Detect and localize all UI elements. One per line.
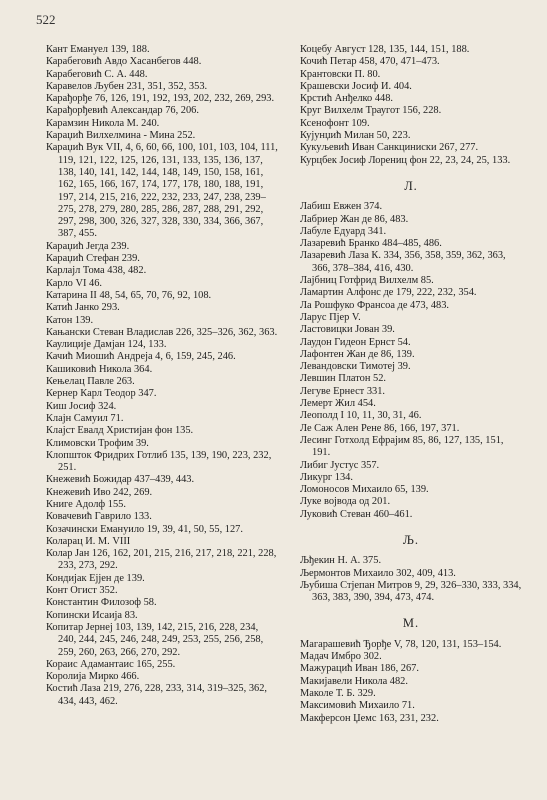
index-entry: Катић Јанко 293. bbox=[46, 302, 120, 314]
index-entry: Лазаревић Бранко 484–485, 486. bbox=[300, 238, 442, 250]
index-entry: Ле Саж Ален Рене 86, 166, 197, 371. bbox=[300, 422, 460, 434]
index-entry: Ластовицки Јован 39. bbox=[300, 324, 395, 336]
index-entry: Каулиције Дамјан 124, 133. bbox=[46, 339, 167, 351]
index-entry: Ликург 134. bbox=[300, 471, 353, 483]
index-entry: Ла Рошфуко Франсоа де 473, 483. bbox=[300, 299, 450, 311]
index-entry: Крстић Анђелко 448. bbox=[300, 93, 394, 105]
index-entry: Магарашевић Ђорђе V, 78, 120, 131, 153–154. bbox=[300, 638, 502, 650]
index-entry: Лабиш Евжен 374. bbox=[300, 201, 383, 213]
index-entry: Кернер Карл Теодор 347. bbox=[46, 388, 157, 400]
index-entry: Колар Јан 126, 162, 201, 215, 216, 217, 218, 221, 228, 233, 273, 292. bbox=[46, 548, 277, 572]
index-entry: Левандовски Тимотеј 39. bbox=[300, 361, 411, 373]
index-entry: Клопшток Фридрих Готлиб 135, 139, 190, 223, 232, 251. bbox=[46, 449, 272, 474]
index-entry: Лазаревић Лаза К. 334, 356, 358, 359, 362, 363, 366, 378–384, 416, 430. bbox=[300, 250, 506, 274]
index-entry: Кнежевић Иво 242, 269. bbox=[46, 486, 153, 498]
index-entry: Лабуле Едуард 341. bbox=[300, 225, 387, 237]
index-entry: Коларац И. М. VIII bbox=[46, 535, 131, 547]
index-entry: Кочић Петар 458, 470, 471–473. bbox=[300, 56, 440, 68]
index-entry: Ломоносов Михаило 65, 139. bbox=[300, 484, 429, 496]
index-entry: Маколе Т. Б. 329. bbox=[300, 687, 376, 699]
index-entry: Лафонтен Жан де 86, 139. bbox=[300, 348, 415, 360]
index-entry: Кондијак Ејјен де 139. bbox=[46, 572, 145, 584]
index-entry: Катарина II 48, 54, 65, 70, 76, 92, 108. bbox=[46, 289, 212, 301]
index-entry: Карамзин Никола М. 240. bbox=[46, 117, 160, 129]
index-entry: Кораис Адамантаис 165, 255. bbox=[46, 658, 176, 670]
index-entry: Кнежевић Божидар 437–439, 443. bbox=[46, 474, 195, 486]
index-entry: Климовски Трофим 39. bbox=[46, 437, 149, 449]
index-entry: Ламартин Алфонс де 179, 222, 232, 354. bbox=[300, 287, 477, 299]
index-entry: Либиг Јустус 357. bbox=[300, 459, 380, 471]
index-entry: Макферсон Џемс 163, 231, 232. bbox=[300, 712, 439, 724]
index-entry: Лајбниц Готфрид Вилхелм 85. bbox=[300, 275, 434, 287]
index-entry: Љермонтов Михаило 302, 409, 413. bbox=[300, 567, 456, 579]
index-entry: Левшин Платон 52. bbox=[300, 373, 386, 385]
index-entry: Круг Вилхелм Траугот 156, 228. bbox=[300, 105, 442, 117]
index-entry: Карађорђевић Александар 76, 206. bbox=[46, 105, 199, 117]
index-entry: Копитар Јернеј 103, 139, 142, 215, 216, 228, 234, 240, 244, 245, 246, 248, 249, 253, 255, 256, 258, 259, 260, 263, 266, 270, 292. bbox=[46, 621, 264, 658]
index-column-right bbox=[300, 44, 522, 725]
index-entry: Кењелац Павле 263. bbox=[46, 376, 135, 388]
index-entry: Караџић Вилхелмина - Мина 252. bbox=[46, 130, 196, 142]
index-entry: Козачински Емануило 19, 39, 41, 50, 55, 127. bbox=[46, 523, 243, 535]
index-entry: Караџић Вук VII, 4, 6, 60, 66, 100, 101, 103, 104, 111, 119, 121, 122, 125, 126, 131, 133, 135, 136, 137, 138, 140, 141, 142, 144, 148, 149, 150, 158, 161, 162, 165, 166, 167, 174, 177, 178, 180, 188, 191, 197, 214, 215, 216, 222, 232, 233, 247, 238, 239–275, 278, 279, 280, 285, 286, 287, 288, 291, 292, 297, 298, 300, 326, 327, 328, 330, 334, 366, 367, 387, 455. bbox=[46, 142, 278, 240]
index-entry: Љђекин Н. А. 375. bbox=[300, 555, 382, 567]
index-entry: Лемерт Жил 454. bbox=[300, 398, 376, 410]
index-entry: Кашиковић Никола 364. bbox=[46, 363, 153, 375]
index-entry: Курцбек Јосиф Лорениц фон 22, 23, 24, 25, 133. bbox=[300, 154, 511, 166]
index-entry: Леополд I 10, 11, 30, 31, 46. bbox=[300, 410, 422, 422]
index-entry: Љубиша Стјепан Митров 9, 29, 326–330, 333, 334, 363, 383, 390, 394, 473, 474. bbox=[300, 579, 522, 604]
index-entry: Королија Мирко 466. bbox=[46, 671, 140, 683]
index-entry: Карабеговић Авдо Хасанбегов 448. bbox=[46, 56, 202, 68]
index-entry: Луковић Стеван 460–461. bbox=[300, 508, 413, 520]
section-letter-heading: Љ. bbox=[402, 532, 420, 547]
index-entry: Карађорђе 76, 126, 191, 192, 193, 202, 232, 269, 293. bbox=[46, 93, 275, 105]
index-entry: Копински Исаија 83. bbox=[46, 609, 138, 621]
index-entry: Клајн Самуил 71. bbox=[46, 412, 124, 424]
index-entry: Кањански Стеван Владислав 226, 325–326, 362, 363. bbox=[46, 326, 278, 338]
index-entry: Карлајл Тома 438, 482. bbox=[46, 265, 147, 277]
index-entry: Катон 139. bbox=[46, 314, 94, 326]
index-entry: Макијавели Никола 482. bbox=[300, 675, 408, 687]
index-entry: Карабеговић С. А. 448. bbox=[46, 68, 148, 80]
section-letter-heading: Л. bbox=[404, 178, 418, 193]
index-entry: Луке војвода од 201. bbox=[300, 496, 391, 508]
index-entry: Качић Миошић Андреја 4, 6, 159, 245, 246. bbox=[46, 351, 236, 363]
index-entry: Легуве Ернест 331. bbox=[300, 385, 386, 397]
index-entry: Ковачевић Гаврило 133. bbox=[46, 511, 152, 523]
index-entry: Лесинг Готхолд Ефрајим 85, 86, 127, 135, 151, 191. bbox=[300, 434, 504, 459]
index-entry: Киш Јосиф 324. bbox=[46, 400, 117, 412]
section-letter-heading: М. bbox=[402, 616, 420, 631]
index-entry: Ксенофонт 109. bbox=[300, 117, 370, 129]
index-entry: Конт Огист 352. bbox=[46, 585, 118, 597]
index-entry: Кујунџић Милан 50, 223. bbox=[300, 130, 411, 142]
index-column-left bbox=[46, 44, 278, 708]
page-number: 522 bbox=[36, 12, 56, 27]
index-entry: Костић Лаза 219, 276, 228, 233, 314, 319–325, 362, 434, 443, 462. bbox=[46, 683, 267, 707]
index-entry: Каравелов Љубен 231, 351, 352, 353. bbox=[46, 80, 208, 92]
index-entry: Кант Емануел 139, 188. bbox=[46, 44, 150, 55]
index-entry: Караџић Јегда 239. bbox=[46, 240, 130, 252]
index-entry: Крашевски Јосиф И. 404. bbox=[300, 80, 412, 92]
index-entry: Клајст Евалд Христијан фон 135. bbox=[46, 425, 194, 437]
index-entry: Крантовски П. 80. bbox=[300, 68, 381, 80]
index-entry: Коцебу Август 128, 135, 144, 151, 188. bbox=[300, 44, 470, 55]
index-entry: Мадач Имбро 302. bbox=[300, 651, 382, 663]
index-entry: Лабриер Жан де 86, 483. bbox=[300, 213, 409, 225]
index-entry: Максимовић Михаило 71. bbox=[300, 700, 415, 712]
index-entry: Мажурацић Иван 186, 267. bbox=[300, 663, 419, 675]
index-entry: Кукуљевић Иван Санкциниски 267, 277. bbox=[300, 142, 479, 154]
index-entry: Лаудон Гидеон Ернст 54. bbox=[300, 336, 411, 348]
index-entry: Константин Филозоф 58. bbox=[46, 597, 157, 609]
index-entry: Караџић Стефан 239. bbox=[46, 253, 140, 265]
index-entry: Книге Адолф 155. bbox=[46, 498, 126, 510]
index-entry: Ларус Пјер V. bbox=[300, 311, 361, 323]
index-entry: Карло VI 46. bbox=[46, 277, 102, 289]
